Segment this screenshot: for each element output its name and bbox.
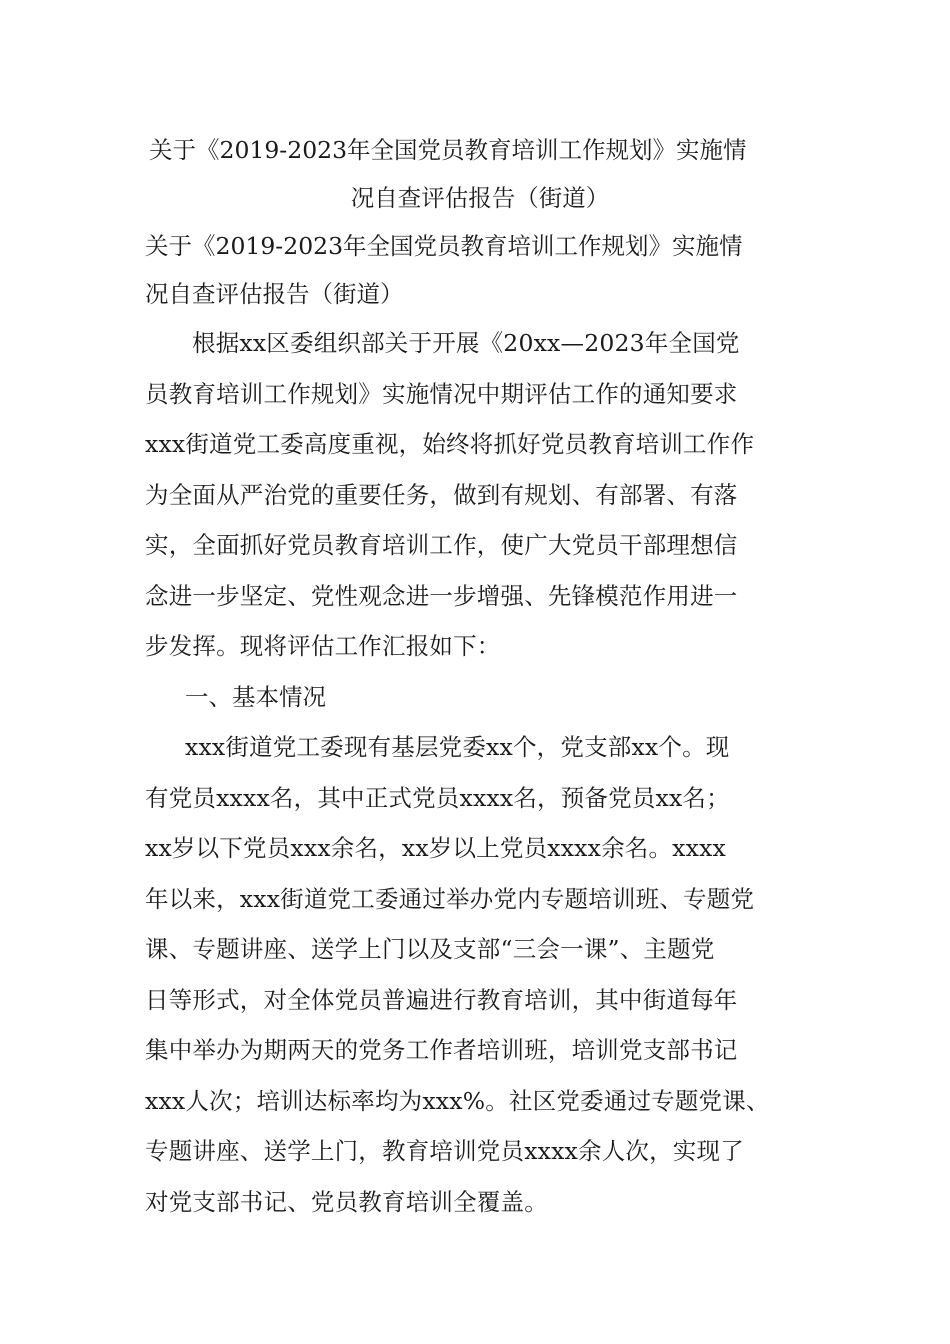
paragraph-line: 对党支部书记、党员教育培训全覆盖。 bbox=[145, 1187, 548, 1216]
paragraph-line: 实，全面抓好党员教育培训工作，使广大党员干部理想信 bbox=[145, 531, 738, 559]
paragraph-line: 有党员xxxx名，其中正式党员xxxx名，预备党员xx名； bbox=[145, 783, 730, 812]
paragraph-line: xx岁以下党员xxx余名，xx岁以上党员xxxx余名。xxxx bbox=[145, 834, 726, 862]
document-page bbox=[145, 126, 815, 1227]
paragraph-line: 专题讲座、送学上门，教育培训党员xxxx余人次，实现了 bbox=[145, 1137, 744, 1165]
paragraph-line: 日等形式，对全体党员普遍进行教育培训，其中街道每年 bbox=[145, 985, 738, 1014]
subtitle-line: 关于《2019-2023年全国党员教育培训工作规划》实施情 bbox=[145, 232, 743, 260]
title-line: 关于《2019-2023年全国党员教育培训工作规划》实施情 bbox=[149, 136, 747, 164]
paragraph-line: xxx人次；培训达标率均为xxx%。社区党委通过专题党课、 bbox=[145, 1086, 770, 1115]
paragraph-line: 根据xx区委组织部关于开展《20xx—2023年全国党 bbox=[192, 329, 740, 357]
paragraph-line: 为全面从严治党的重要任务，做到有规划、有部署、有落 bbox=[145, 480, 738, 509]
document-subtitle bbox=[145, 222, 815, 318]
paragraph-line: 员教育培训工作规划》实施情况中期评估工作的通知要求 bbox=[145, 379, 738, 408]
paragraph-line: 集中举办为期两天的党务工作者培训班，培训党支部书记 bbox=[145, 1036, 738, 1064]
paragraph-line: 步发挥。现将评估工作汇报如下： bbox=[145, 632, 501, 660]
document-title bbox=[145, 126, 815, 222]
paragraph-line: 年以来，xxx街道党工委通过举办党内专题培训班、专题党 bbox=[145, 884, 755, 913]
paragraph-line: 念进一步坚定、党性观念进一步增强、先锋模范作用进一 bbox=[145, 581, 738, 610]
subtitle-line: 况自查评估报告（街道） bbox=[145, 280, 404, 308]
paragraph-line: xxx街道党工委高度重视，始终将抓好党员教育培训工作作 bbox=[145, 430, 755, 458]
paragraph-line: 课、专题讲座、送学上门以及支部“三会一课”、主题党 bbox=[145, 935, 715, 963]
title-line: 况自查评估报告（街道） bbox=[350, 184, 610, 212]
paragraph-line: xxx街道党工委现有基层党委xx个，党支部xx个。现 bbox=[185, 733, 730, 761]
section-paragraph bbox=[145, 722, 815, 1227]
intro-paragraph bbox=[145, 318, 815, 672]
section-heading: 一、基本情况 bbox=[185, 682, 326, 711]
